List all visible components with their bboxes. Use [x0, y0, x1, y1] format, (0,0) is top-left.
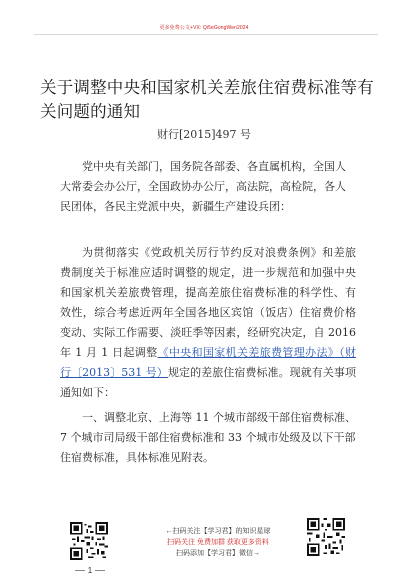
footer-wechat-prompt: 扫码添加【学习君】微信→ — [176, 550, 260, 557]
top-divider — [34, 34, 378, 35]
regulation-link[interactable]: 《中央和国家机关差旅费管理办法》（财行〔2013〕531 号） — [60, 346, 357, 379]
document-title: 关于调整中央和国家机关差旅住宿费标准等有关问题的通知 — [40, 78, 374, 121]
document-number: 财行[2015]497 号 — [156, 128, 252, 141]
footer-free-group-prompt: 扫码关注 免费加群 获取更多资料 — [167, 539, 269, 546]
page-number: 1 — [70, 566, 110, 575]
body-tail-text: 规定的差旅住宿费标准。现就有关事项通知如下： — [60, 366, 356, 399]
item-one-paragraph: 一、调整北京、上海等 11 个城市部级干部住宿费标准、7 个城市司局级干部住宿费标准和 33 个城市处级及以下干部住宿费标准，具体标准见附表。 — [60, 411, 356, 464]
footer-star-prompt: ←扫码关注【学习君】的知识星球 — [165, 528, 271, 535]
addressees-paragraph: 党中央有关部门，国务院各部委、各直属机构，全国人大常委会办公厅，全国政协办公厅，高法院，高检院，各人民团体，各民主党派中央，新疆生产建设兵团： — [60, 160, 346, 213]
top-banner: 更多免费公文+VX: Qi5eGongWen2024 — [159, 25, 249, 31]
body-intro-text: 为贯彻落实《党政机关厉行节约反对浪费条例》和差旅费制度关于标准应适时调整的规定，进一步规范和加强中央和国家机关差旅费管理，提高差旅住宿费标准的科学性、有效性，综合考虑近两年全国各地区宾馆（饭店）住宿费价格变动、实际工作需要、淡旺季等因素，经研究决定，自 2016 年 1 月 1 日起调整 — [60, 246, 356, 359]
body-paragraph — [60, 243, 356, 403]
